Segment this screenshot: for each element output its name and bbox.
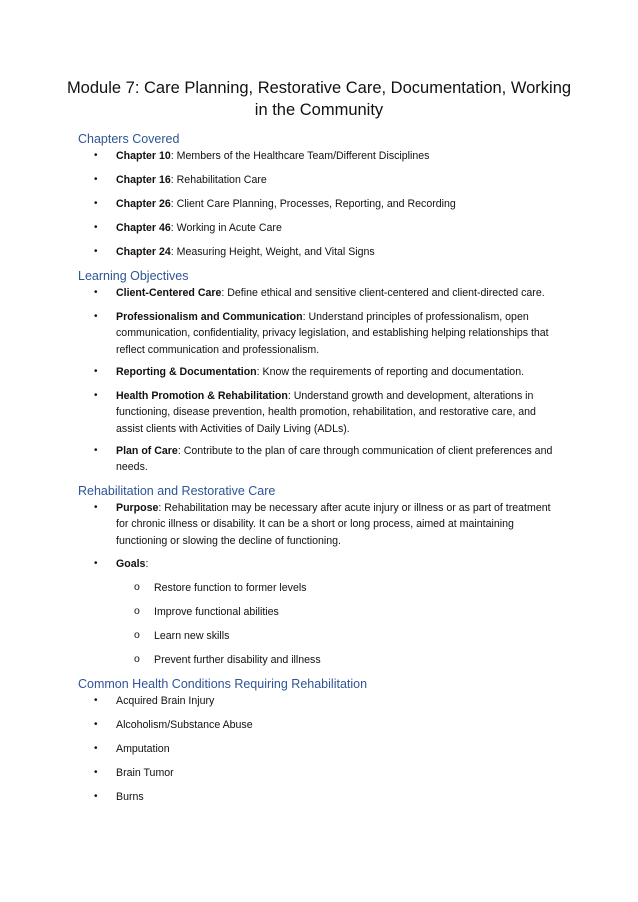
list-item <box>94 789 560 805</box>
list-item <box>94 717 560 733</box>
list-item <box>94 148 560 164</box>
sub-item-text: Learn new skills <box>154 630 230 642</box>
list-item <box>94 443 560 476</box>
item-label: Purpose <box>116 502 159 514</box>
bullet-icon: • <box>94 558 98 569</box>
item-text: : Know the requirements of reporting and documentation. <box>256 366 525 378</box>
list-item <box>94 556 560 572</box>
bullet-icon: • <box>94 791 98 802</box>
item-text: : Measuring Height, Weight, and Vital Signs <box>170 246 375 258</box>
item-text: : Rehabilitation may be necessary after acute injury or illness or as part of treatment for chronic illness or disability. It can be a short or long process, aimed at maintaining functioning or slowing the decline of functioning. <box>116 502 551 547</box>
bullet-icon: • <box>94 719 98 730</box>
item-text: : Contribute to the plan of care through communication of client preferences and needs. <box>116 445 553 474</box>
bullet-icon: • <box>94 743 98 754</box>
list-item <box>94 500 560 549</box>
item-text: : Working in Acute Care <box>170 222 282 234</box>
item-label: Chapter 46 <box>116 222 171 234</box>
list-item <box>94 309 560 358</box>
item-label: Chapter 16 <box>116 174 171 186</box>
item-text: Acquired Brain Injury <box>116 695 215 707</box>
list-item <box>94 285 560 301</box>
item-text: : Understand growth and development, alterations in functioning, disease prevention, health promotion, rehabilitation, and restorative care, and assist clients with Activities of Daily Living (ADLs). <box>116 390 536 435</box>
list-item <box>94 172 560 188</box>
item-text: Alcoholism/Substance Abuse <box>116 719 253 731</box>
item-text: Amputation <box>116 743 170 755</box>
circle-bullet-icon: o <box>134 629 140 641</box>
item-label: Client-Centered Care <box>116 287 222 299</box>
item-label: Chapter 26 <box>116 198 171 210</box>
item-text: : Rehabilitation Care <box>170 174 267 186</box>
item-label: Goals <box>116 558 146 570</box>
item-label: Health Promotion & Rehabilitation <box>116 390 288 402</box>
circle-bullet-icon: o <box>134 581 140 593</box>
sub-list-item <box>134 580 534 596</box>
circle-bullet-icon: o <box>134 653 140 665</box>
item-text: : <box>145 558 149 570</box>
bullet-icon: • <box>94 502 98 513</box>
bullet-icon: • <box>94 445 98 456</box>
bullet-icon: • <box>94 246 98 257</box>
item-label: Chapter 10 <box>116 150 171 162</box>
item-label: Chapter 24 <box>116 246 171 258</box>
bullet-icon: • <box>94 287 98 298</box>
sub-item-text: Prevent further disability and illness <box>154 654 321 666</box>
bullet-icon: • <box>94 366 98 377</box>
bullet-icon: • <box>94 767 98 778</box>
list-item <box>94 741 560 757</box>
bullet-icon: • <box>94 311 98 322</box>
sub-item-text: Improve functional abilities <box>154 606 279 618</box>
list-item <box>94 693 560 709</box>
item-text: : Define ethical and sensitive client-centered and client-directed care. <box>221 287 545 299</box>
section-heading-conditions: Common Health Conditions Requiring Rehabilitation <box>78 677 368 691</box>
sub-list-item <box>134 628 534 644</box>
section-heading-rehab: Rehabilitation and Restorative Care <box>78 484 276 498</box>
sub-item-text: Restore function to former levels <box>154 582 307 594</box>
sub-list-item <box>134 604 534 620</box>
item-text: : Members of the Healthcare Team/Different Disciplines <box>170 150 430 162</box>
item-text: : Understand principles of professionalism, open communication, confidentiality, privacy legislation, and establishing helping relationships that reflect communication and professionalism. <box>116 311 549 356</box>
bullet-icon: • <box>94 174 98 185</box>
list-item <box>94 388 560 437</box>
list-item <box>94 765 560 781</box>
bullet-icon: • <box>94 390 98 401</box>
list-item <box>94 220 560 236</box>
circle-bullet-icon: o <box>134 605 140 617</box>
list-item <box>94 196 560 212</box>
item-label: Plan of Care <box>116 445 178 457</box>
item-text: Brain Tumor <box>116 767 174 779</box>
section-heading-chapters: Chapters Covered <box>78 132 180 146</box>
bullet-icon: • <box>94 198 98 209</box>
item-text: : Client Care Planning, Processes, Reporting, and Recording <box>170 198 456 210</box>
page-title: Module 7: Care Planning, Restorative Care, Documentation, Working in the Community <box>66 79 572 119</box>
list-item <box>94 244 560 260</box>
section-heading-objectives: Learning Objectives <box>78 269 189 283</box>
list-item <box>94 364 560 380</box>
item-label: Professionalism and Communication <box>116 311 303 323</box>
bullet-icon: • <box>94 695 98 706</box>
bullet-icon: • <box>94 150 98 161</box>
bullet-icon: • <box>94 222 98 233</box>
item-text: Burns <box>116 791 144 803</box>
sub-list-item <box>134 652 534 668</box>
item-label: Reporting & Documentation <box>116 366 257 378</box>
